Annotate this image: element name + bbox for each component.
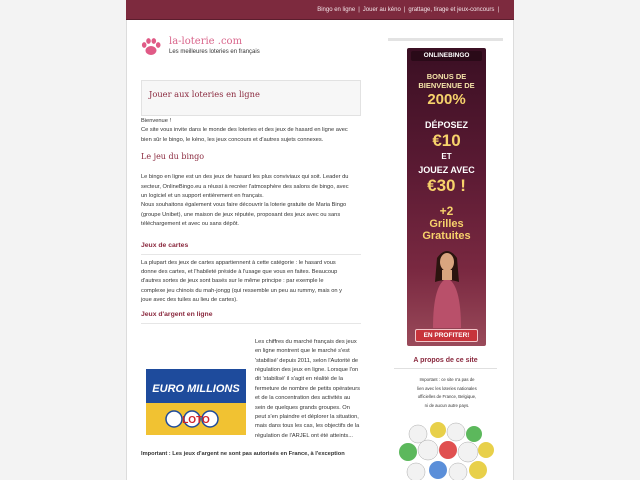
intro-greeting: Bienvenue ! <box>141 118 172 124</box>
ad-text: 200% <box>427 91 466 108</box>
cards-heading: Jeux de cartes <box>141 241 189 249</box>
money-line: dit 'stabilisé' il s'agit en réalité de la <box>255 376 343 383</box>
money-line: fermeture de nombre de petits opérateurs <box>255 385 360 392</box>
site-name-text: la-loterie <box>169 36 215 47</box>
ad-text: €10 <box>432 131 461 150</box>
site-tagline: Les meilleures loteries en français <box>169 49 260 55</box>
money-line: et de la concentration des activités au <box>255 395 351 402</box>
sidebar-line: Important : ce site n'a pas de <box>419 377 475 382</box>
ad-text: JOUEZ AVEC <box>418 165 475 175</box>
money-line: sein de quelques grands groupes. On <box>255 404 350 411</box>
ad-logo: ONLINEBINGO <box>411 51 482 61</box>
cards-line: La plupart des jeux de cartes appartiennent à cette catégorie : le hasard vous <box>141 259 336 266</box>
sidebar <box>388 38 503 480</box>
nav-link-bingo[interactable]: Bingo en ligne <box>317 6 356 13</box>
top-navigation <box>126 0 514 20</box>
nav-link-grattage[interactable]: grattage, tirage et jeux-concours <box>408 6 495 13</box>
ad-text: +2 <box>439 204 454 218</box>
divider <box>394 368 497 369</box>
sidebar-top-border <box>388 38 503 41</box>
cards-line: complexe jeu chinois du mah-jongg (qui ressemble un peu au rummy, mais on y <box>141 287 342 294</box>
site-header <box>140 36 360 62</box>
paw-logo-icon[interactable] <box>140 36 162 58</box>
money-line: régulation de l'ARJEL ont été atteints... <box>255 432 353 439</box>
ad-text: Gratuites <box>422 230 471 242</box>
woman-illustration <box>427 244 467 328</box>
online-bingo-ad-banner[interactable] <box>407 48 486 346</box>
bingo-line: (groupe Unibet), une maison de jeux réputée, proposant des jeux avec ou sans <box>141 211 341 218</box>
cards-line: joue avec des tuiles au lieu de cartes). <box>141 297 238 304</box>
nav-separator: | <box>497 6 499 13</box>
page-title: Jouer aux loteries en ligne <box>141 80 361 116</box>
divider <box>141 323 361 324</box>
cards-line: donne des cartes, et l'habileté préside à l'usage que vous en faites. Beaucoup <box>141 269 338 276</box>
euromillions-loto-logo[interactable] <box>146 369 246 435</box>
money-line: Les chiffres du marché français des jeux <box>255 338 357 345</box>
ad-text: BIENVENUE DE <box>418 81 475 90</box>
money-heading: Jeux d'argent en ligne <box>141 310 213 318</box>
bingo-line: téléchargement et avec ou sans dépôt. <box>141 221 240 228</box>
bingo-line: un logiciel et un support entièrement en français. <box>141 193 264 200</box>
money-line: peut s'en plaindre et déplorer la situation, <box>255 413 359 420</box>
ad-text: Grilles <box>429 218 464 230</box>
nav-separator: | <box>358 6 360 13</box>
sidebar-text <box>402 376 492 410</box>
sidebar-line: lien avec les loteries nationales <box>417 385 477 391</box>
sidebar-line: officielles de France, Belgique, <box>417 394 477 399</box>
ad-text: BONUS DE <box>426 72 467 81</box>
site-name-link[interactable] <box>169 36 242 47</box>
intro-line: Ce site vous invite dans le monde des loteries et des jeux de hasard en ligne avec <box>141 127 348 134</box>
ad-text: DÉPOSEZ <box>424 120 468 130</box>
nav-separator: | <box>403 6 406 13</box>
bingo-line: Le bingo en ligne est un des jeux de hasard les plus conviviaux qui soit. Leader du <box>141 174 349 181</box>
money-line: en ligne montrent que le marché s'est <box>255 348 350 355</box>
money-paragraph <box>255 338 367 441</box>
bingo-line: secteur, OnlineBingo.eu a réussi à recréer l'atmosphère des salons de bingo, avec <box>141 183 349 190</box>
money-line: 'stabilisé' depuis 2011, selon l'Autorité de <box>255 357 359 364</box>
nav-link-keno[interactable]: Jouer au kéno <box>362 6 401 13</box>
sidebar-title: A propos de ce site <box>413 357 478 364</box>
sidebar-line: ni de aucun autre pays. <box>424 402 470 408</box>
ad-text: €30 ! <box>427 176 466 195</box>
bingo-heading: Le jeu du bingo <box>141 152 205 162</box>
lottery-balls-image <box>396 420 496 480</box>
euromillions-text: EURO MILLIONS <box>152 383 240 395</box>
intro-line: bien sûr le bingo, le kéno, les jeux concours et d'autres sujets connexes. <box>141 136 324 143</box>
loto-text: LOTO <box>182 415 210 426</box>
ad-cta-button[interactable]: EN PROFITER! <box>415 329 478 342</box>
divider <box>141 254 361 255</box>
ad-text: ET <box>441 152 452 161</box>
bingo-line: Nous souhaitons également vous faire découvrir la loterie gratuite de Maria Bingo <box>141 202 347 209</box>
cards-line: d'autres sortes de jeux sont basés sur le même principe : par exemple le <box>141 278 324 285</box>
important-notice: Important : Les jeux d'argent ne sont pas autorisés en France, à l'exception <box>141 451 345 458</box>
site-domain-text: .com <box>217 36 243 47</box>
money-line: régulation des jeux en ligne. Lorsque l'on <box>255 366 359 373</box>
money-line: mais dans tous les cas, les objectifs de la <box>255 423 360 430</box>
